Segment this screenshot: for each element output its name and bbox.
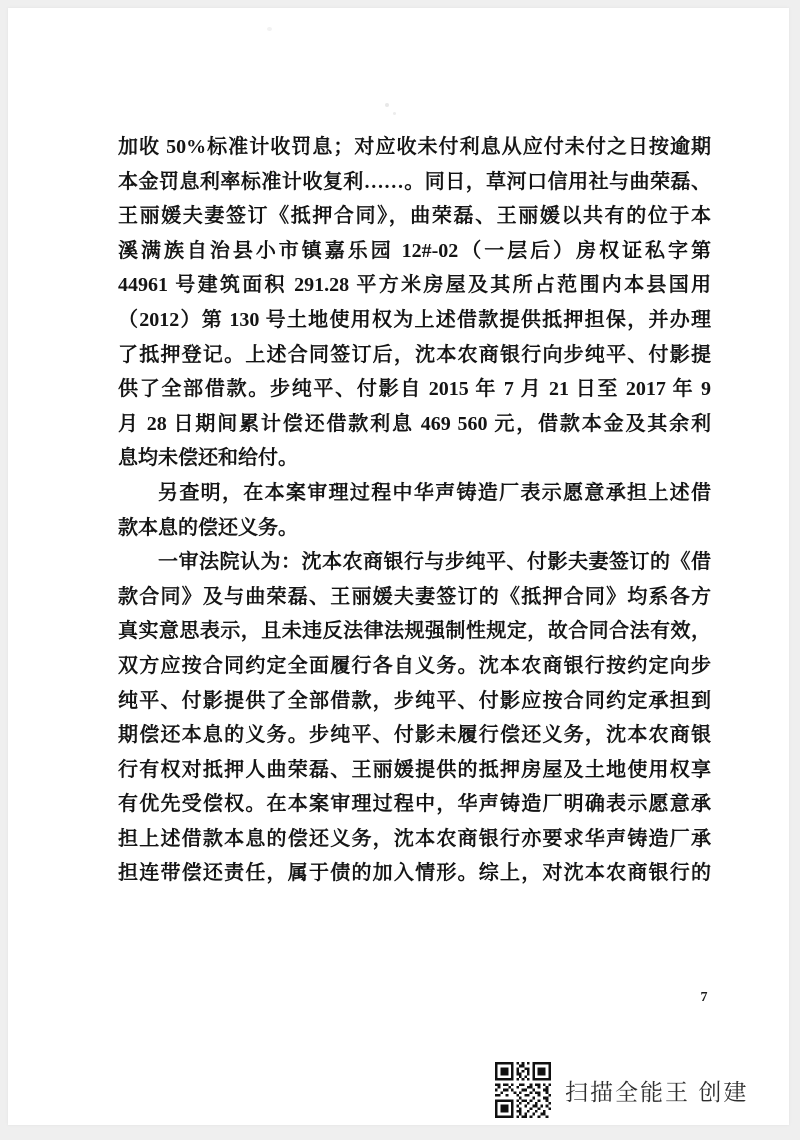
- body-line: 溪满族自治县小市镇嘉乐园 12#-02（一层后）房权证私字第: [118, 239, 711, 262]
- body-line: 行有权对抵押人曲荣磊、王丽媛提供的抵押房屋及土地使用权享: [118, 758, 711, 781]
- body-line: 担连带偿还责任，属于债的加入情形。综上，对沈本农商银行的: [118, 862, 711, 885]
- body-line: 本金罚息利率标准计收复利……。同日，草河口信用社与曲荣磊、: [118, 170, 711, 193]
- body-line: 双方应按合同约定全面履行各自义务。沈本农商银行按约定向步: [118, 654, 711, 677]
- document-page: [8, 8, 789, 1125]
- judgment-text-body: [118, 130, 711, 891]
- qr-code-icon: [495, 1062, 551, 1118]
- scan-noise-speck: [385, 103, 389, 107]
- body-line-paragraph-start: 另查明，在本案审理过程中华声铸造厂表示愿意承担上述借: [158, 481, 711, 504]
- scanner-watermark: [495, 1061, 748, 1119]
- body-line: 担上述借款本息的偿还义务，沈本农商银行亦要求华声铸造厂承: [118, 827, 711, 850]
- body-line: 月 28 日期间累计偿还借款利息 469 560 元，借款本金及其余利: [118, 412, 711, 435]
- body-line: 款合同》及与曲荣磊、王丽媛夫妻签订的《抵押合同》均系各方: [118, 585, 711, 608]
- body-line-paragraph-start: 一审法院认为：沈本农商银行与步纯平、付影夫妻签订的《借: [158, 551, 711, 574]
- body-line: 44961 号建筑面积 291.28 平方米房屋及其所占范围内本县国用: [118, 274, 711, 297]
- scanner-app-caption: 扫描全能王 创建: [565, 1078, 749, 1105]
- scan-noise-speck: [267, 27, 272, 31]
- body-line: （2012）第 130 号土地使用权为上述借款提供抵押担保，并办理: [118, 308, 711, 331]
- body-line: 了抵押登记。上述合同签订后，沈本农商银行向步纯平、付影提: [118, 343, 711, 366]
- body-line-paragraph-end: 款本息的偿还义务。: [118, 516, 298, 539]
- body-line-paragraph-end: 息均未偿还和给付。: [118, 447, 298, 470]
- body-line: 王丽媛夫妻签订《抵押合同》，曲荣磊、王丽媛以共有的位于本: [118, 205, 711, 228]
- body-line: 纯平、付影提供了全部借款，步纯平、付影应按合同约定承担到: [118, 689, 711, 712]
- scan-noise-speck: [393, 112, 396, 115]
- body-line: 加收 50%标准计收罚息；对应收未付利息从应付未付之日按逾期: [118, 136, 711, 158]
- body-line: 供了全部借款。步纯平、付影自 2015 年 7 月 21 日至 2017 年 9: [118, 378, 711, 401]
- body-line: 有优先受偿权。在本案审理过程中，华声铸造厂明确表示愿意承: [118, 793, 711, 816]
- page-number: 7: [700, 990, 708, 1005]
- body-line: 期偿还本息的义务。步纯平、付影未履行偿还义务，沈本农商银: [118, 724, 711, 747]
- body-line: 真实意思表示，且未违反法律法规强制性规定，故合同合法有效，: [118, 620, 711, 643]
